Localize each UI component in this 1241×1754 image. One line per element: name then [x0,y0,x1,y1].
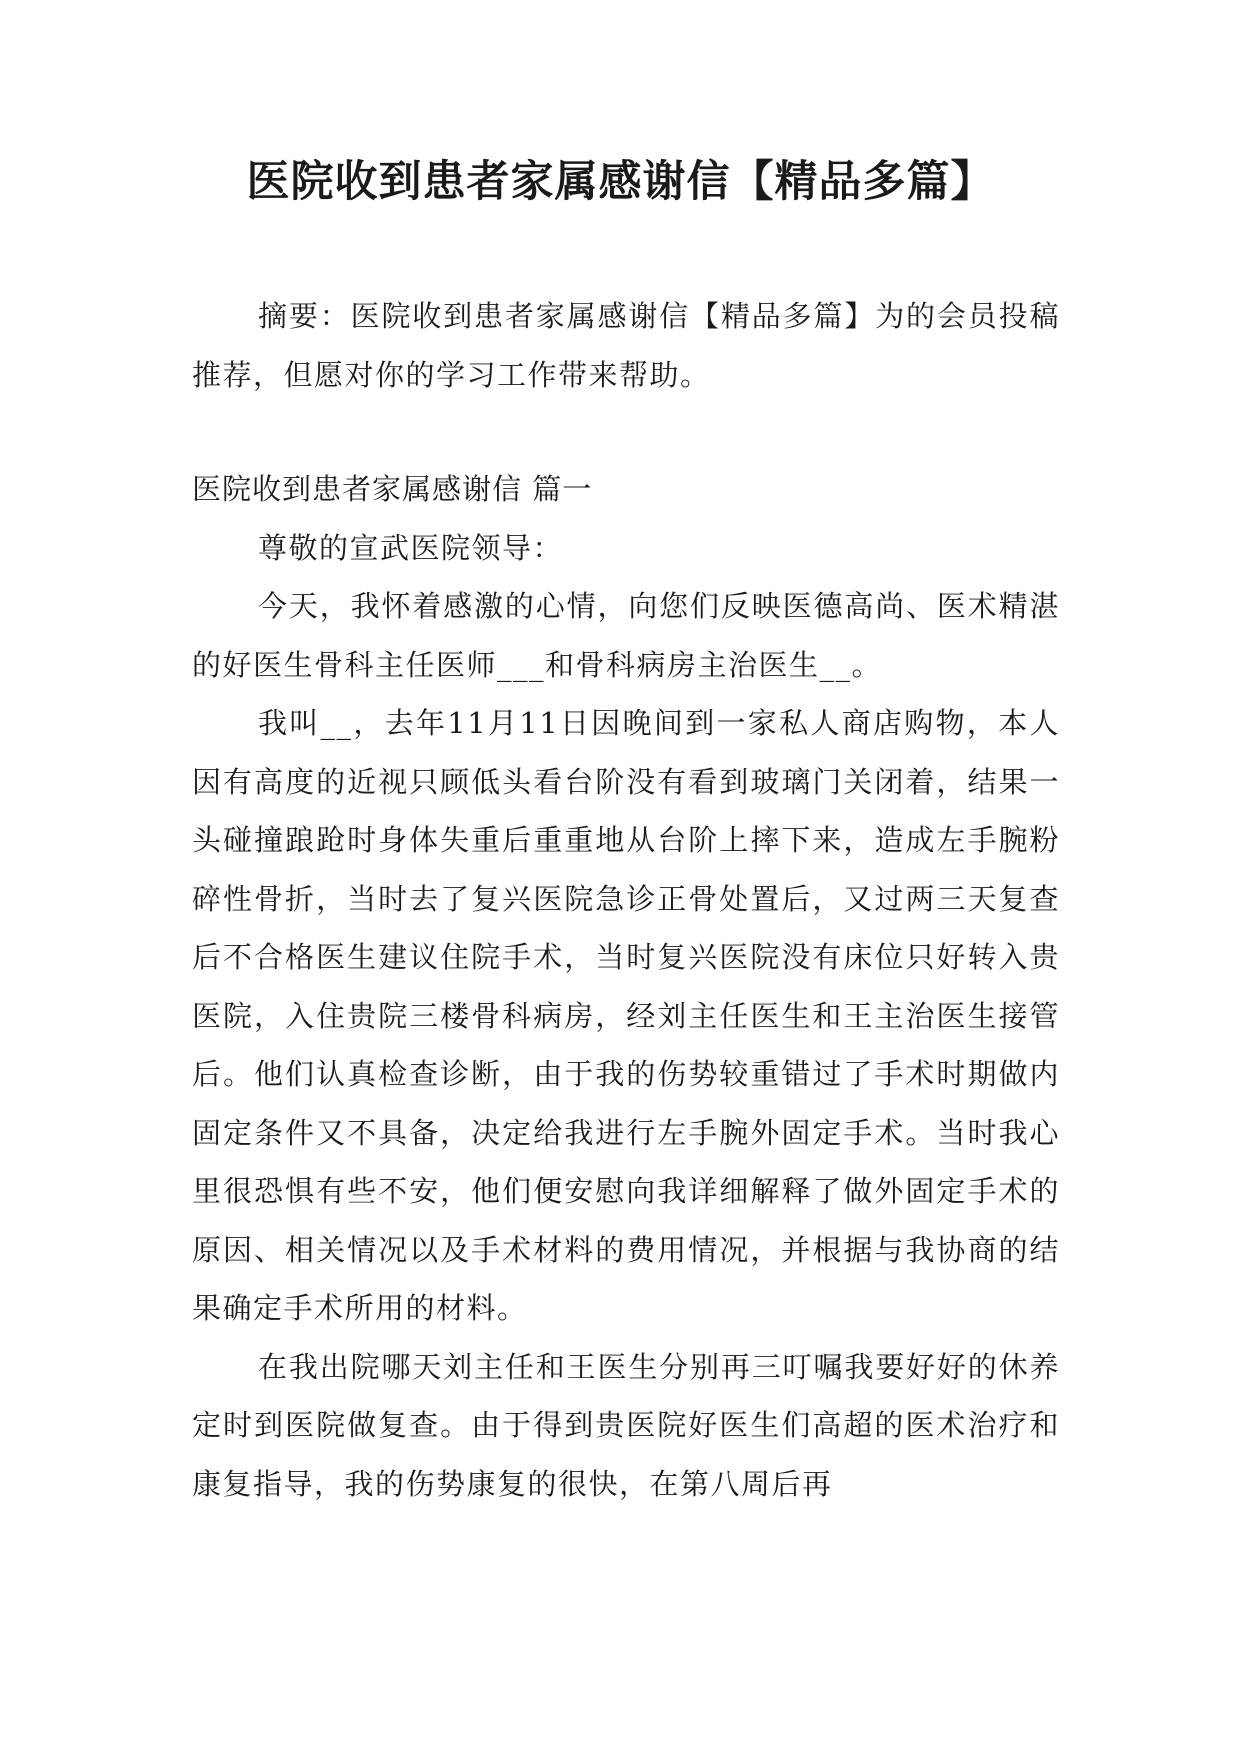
document-title: 医院收到患者家属感谢信【精品多篇】 [246,157,995,207]
body-paragraph: 在我出院哪天刘主任和王医生分别再三叮嘱我要好好的休养定时到医院做复查。由于得到贵医院好医生们高超的医术治疗和康复指导，我的伤势康复的很快，在第八周后再 [192,1349,1060,1501]
salutation: 尊敬的宣武医院领导： [258,530,564,565]
section-one [192,460,1060,1513]
abstract-paragraph: 摘要：医院收到患者家属感谢信【精品多篇】为的会员投稿推荐，但愿对你的学习工作带来帮助。 [192,299,1060,392]
section-heading: 医院收到患者家属感谢信 篇一 [192,472,593,506]
body-paragraph: 今天，我怀着感激的心情，向您们反映医德高尚、医术精湛的好医生骨科主任医师___和骨科病房主治医生__。 [192,589,1060,682]
body-paragraph: 我叫__，去年11月11日因晚间到一家私人商店购物，本人因有高度的近视只顾低头看台阶没有看到玻璃门关闭着，结果一头碰撞踉跄时身体失重后重重地从台阶上摔下来，造成左手腕粉碎性骨折，当时去了复兴医院急诊正骨处置后，又过两三天复查后不合格医生建议住院手术，当时复兴医院没有床位只好转入贵医院，入住贵院三楼骨科病房，经刘主任医生和王主治医生接管后。他们认真检查诊断，由于我的伤势较重错过了手术时期做内固定条件又不具备，决定给我进行左手腕外固定手术。当时我心里很恐惧有些不安，他们便安慰向我详细解释了做外固定手术的原因、相关情况以及手术材料的费用情况，并根据与我协商的结果确定手术所用的材料。 [192,706,1060,1325]
abstract-block [192,287,1060,404]
